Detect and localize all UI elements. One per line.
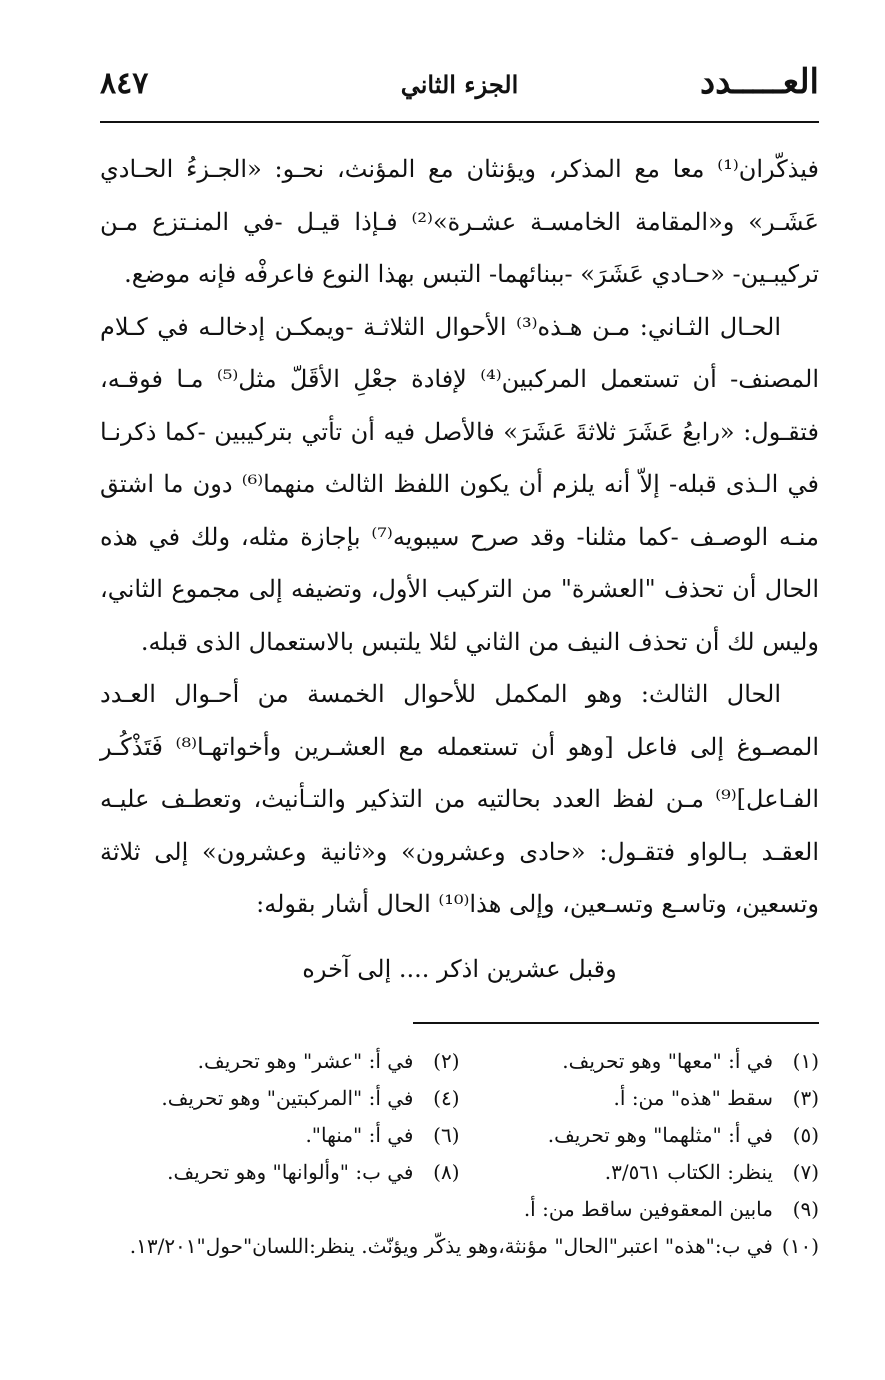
footnote-item xyxy=(460,1160,820,1184)
footnote-item xyxy=(100,1086,460,1110)
footnote-text: في أ: "معها" وهو تحريف. xyxy=(562,1048,773,1073)
footnote-text: ينظر: الكتاب ٣/٥٦١. xyxy=(604,1159,773,1184)
part-title: الجزء الثاني xyxy=(400,70,519,99)
main-text xyxy=(100,143,819,931)
footnote-row xyxy=(100,1116,819,1153)
footnote-number: (٩) xyxy=(792,1196,819,1221)
paragraph-1: فيذكّران⁽¹⁾ معا مع المذكر، ويؤنثان مع المؤنث، نحـو: «الجـزءُ الحـادي عَشَـر» و«المقامة الخامسـة عشـرة»⁽²⁾ فـإذا قيـل -في المنـتزع مـن تركيبـين- «حـادي عَشَرَ» -ببنائهما- التبس بهذا النوع فاعرفْه فإنه موضع. xyxy=(100,155,819,288)
running-head xyxy=(100,62,819,112)
footnote-text: مابين المعقوفين ساقط من: أ. xyxy=(523,1196,773,1221)
footnote-number: (٢) xyxy=(433,1048,460,1073)
footnote-text: في ب:"هذه" اعتبر"الحال" مؤنثة،وهو يذكّر ويؤنّث. ينظر:اللسان"حول"١٣/٢٠١. xyxy=(129,1233,773,1258)
footnote-item xyxy=(100,1049,460,1073)
footnote-item xyxy=(100,1160,460,1184)
footnote-item xyxy=(100,1197,819,1221)
footnote-number: (٤) xyxy=(433,1085,460,1110)
page-number: ٨٤٧ xyxy=(100,66,149,101)
footnote-number: (٧) xyxy=(792,1159,819,1184)
header-divider xyxy=(100,121,819,123)
footnote-number: (٦) xyxy=(433,1122,460,1147)
footnote-row xyxy=(100,1190,819,1227)
footnote-row xyxy=(100,1153,819,1190)
footnote-item xyxy=(100,1234,819,1258)
footnote-number: (٨) xyxy=(433,1159,460,1184)
footnote-row xyxy=(100,1227,819,1264)
footnote-item xyxy=(460,1086,820,1110)
section-title: العـــــدد xyxy=(700,62,819,102)
paragraph-3: الحال الثالث: وهو المكمل للأحوال الخمسة من أحـوال العـدد المصـوغ إلى فاعل [وهو أن تستعمله مع العشـرين وأخواتهـا⁽⁸⁾ فَتَذْكُـر الفـاعل]⁽⁹⁾ مـن لفظ العدد بحالتيه من التذكير والتـأنيث، وتعطـف عليـه العقـد بـالواو فتقـول: «حادى وعشرون» و«ثانية وعشرون» إلى ثلاثة وتسعين، وتاسـع وتسـعين، وإلى هذا⁽¹⁰⁾ الحال أشار بقوله: xyxy=(100,680,819,918)
footnote-row xyxy=(100,1042,819,1079)
footnote-text: في أ: "مثلهما" وهو تحريف. xyxy=(547,1122,773,1147)
footnote-number: (١) xyxy=(792,1048,819,1073)
footnote-number: (٣) xyxy=(792,1085,819,1110)
footnote-text: في أ: "منها". xyxy=(305,1122,414,1147)
footnote-text: في ب: "وألوانها" وهو تحريف. xyxy=(167,1159,414,1184)
footnote-number: (٥) xyxy=(792,1122,819,1147)
verse-quote: وقبل عشرين اذكر .... إلى آخره xyxy=(302,955,617,983)
footnote-divider xyxy=(413,1022,819,1024)
footnote-item xyxy=(460,1123,820,1147)
footnote-number: (١٠) xyxy=(781,1233,819,1258)
footnote-text: في أ: "عشر" وهو تحريف. xyxy=(197,1048,414,1073)
footnote-text: سقط "هذه" من: أ. xyxy=(613,1085,773,1110)
footnote-row xyxy=(100,1079,819,1116)
paragraph-2: الحـال الثـاني: مـن هـذه⁽³⁾ الأحوال الثلاثـة -ويمكـن إدخالـه في كـلام المصنف- أن تستعمل المركبين⁽⁴⁾ لإفادة جعْلِ الأقَلّ مثل⁽⁵⁾ مـا فوقـه، فتقـول: «رابعُ عَشَرَ ثلاثةَ عَشَرَ» فالأصل فيه أن تأتي بتركيبين -كما ذكرنـا في الـذى قبله- إلاّ أنه يلزم أن يكون اللفظ الثالث منهما⁽⁶⁾ دون ما اشتق منـه الوصـف -كما مثلنا- وقد صرح سيبويه⁽⁷⁾ بإجازة مثله، ولك في هذه الحال أن تحذف "العشرة" من التركيب الأول، وتضيفه إلى مجموع الثاني، وليس لك أن تحذف النيف من الثاني لئلا يلتبس بالاستعمال الذى قبله. xyxy=(100,312,819,656)
footnotes xyxy=(100,1042,819,1264)
footnote-item xyxy=(460,1049,820,1073)
footnote-item xyxy=(100,1123,460,1147)
footnote-text: في أ: "المركبتين" وهو تحريف. xyxy=(161,1085,414,1110)
